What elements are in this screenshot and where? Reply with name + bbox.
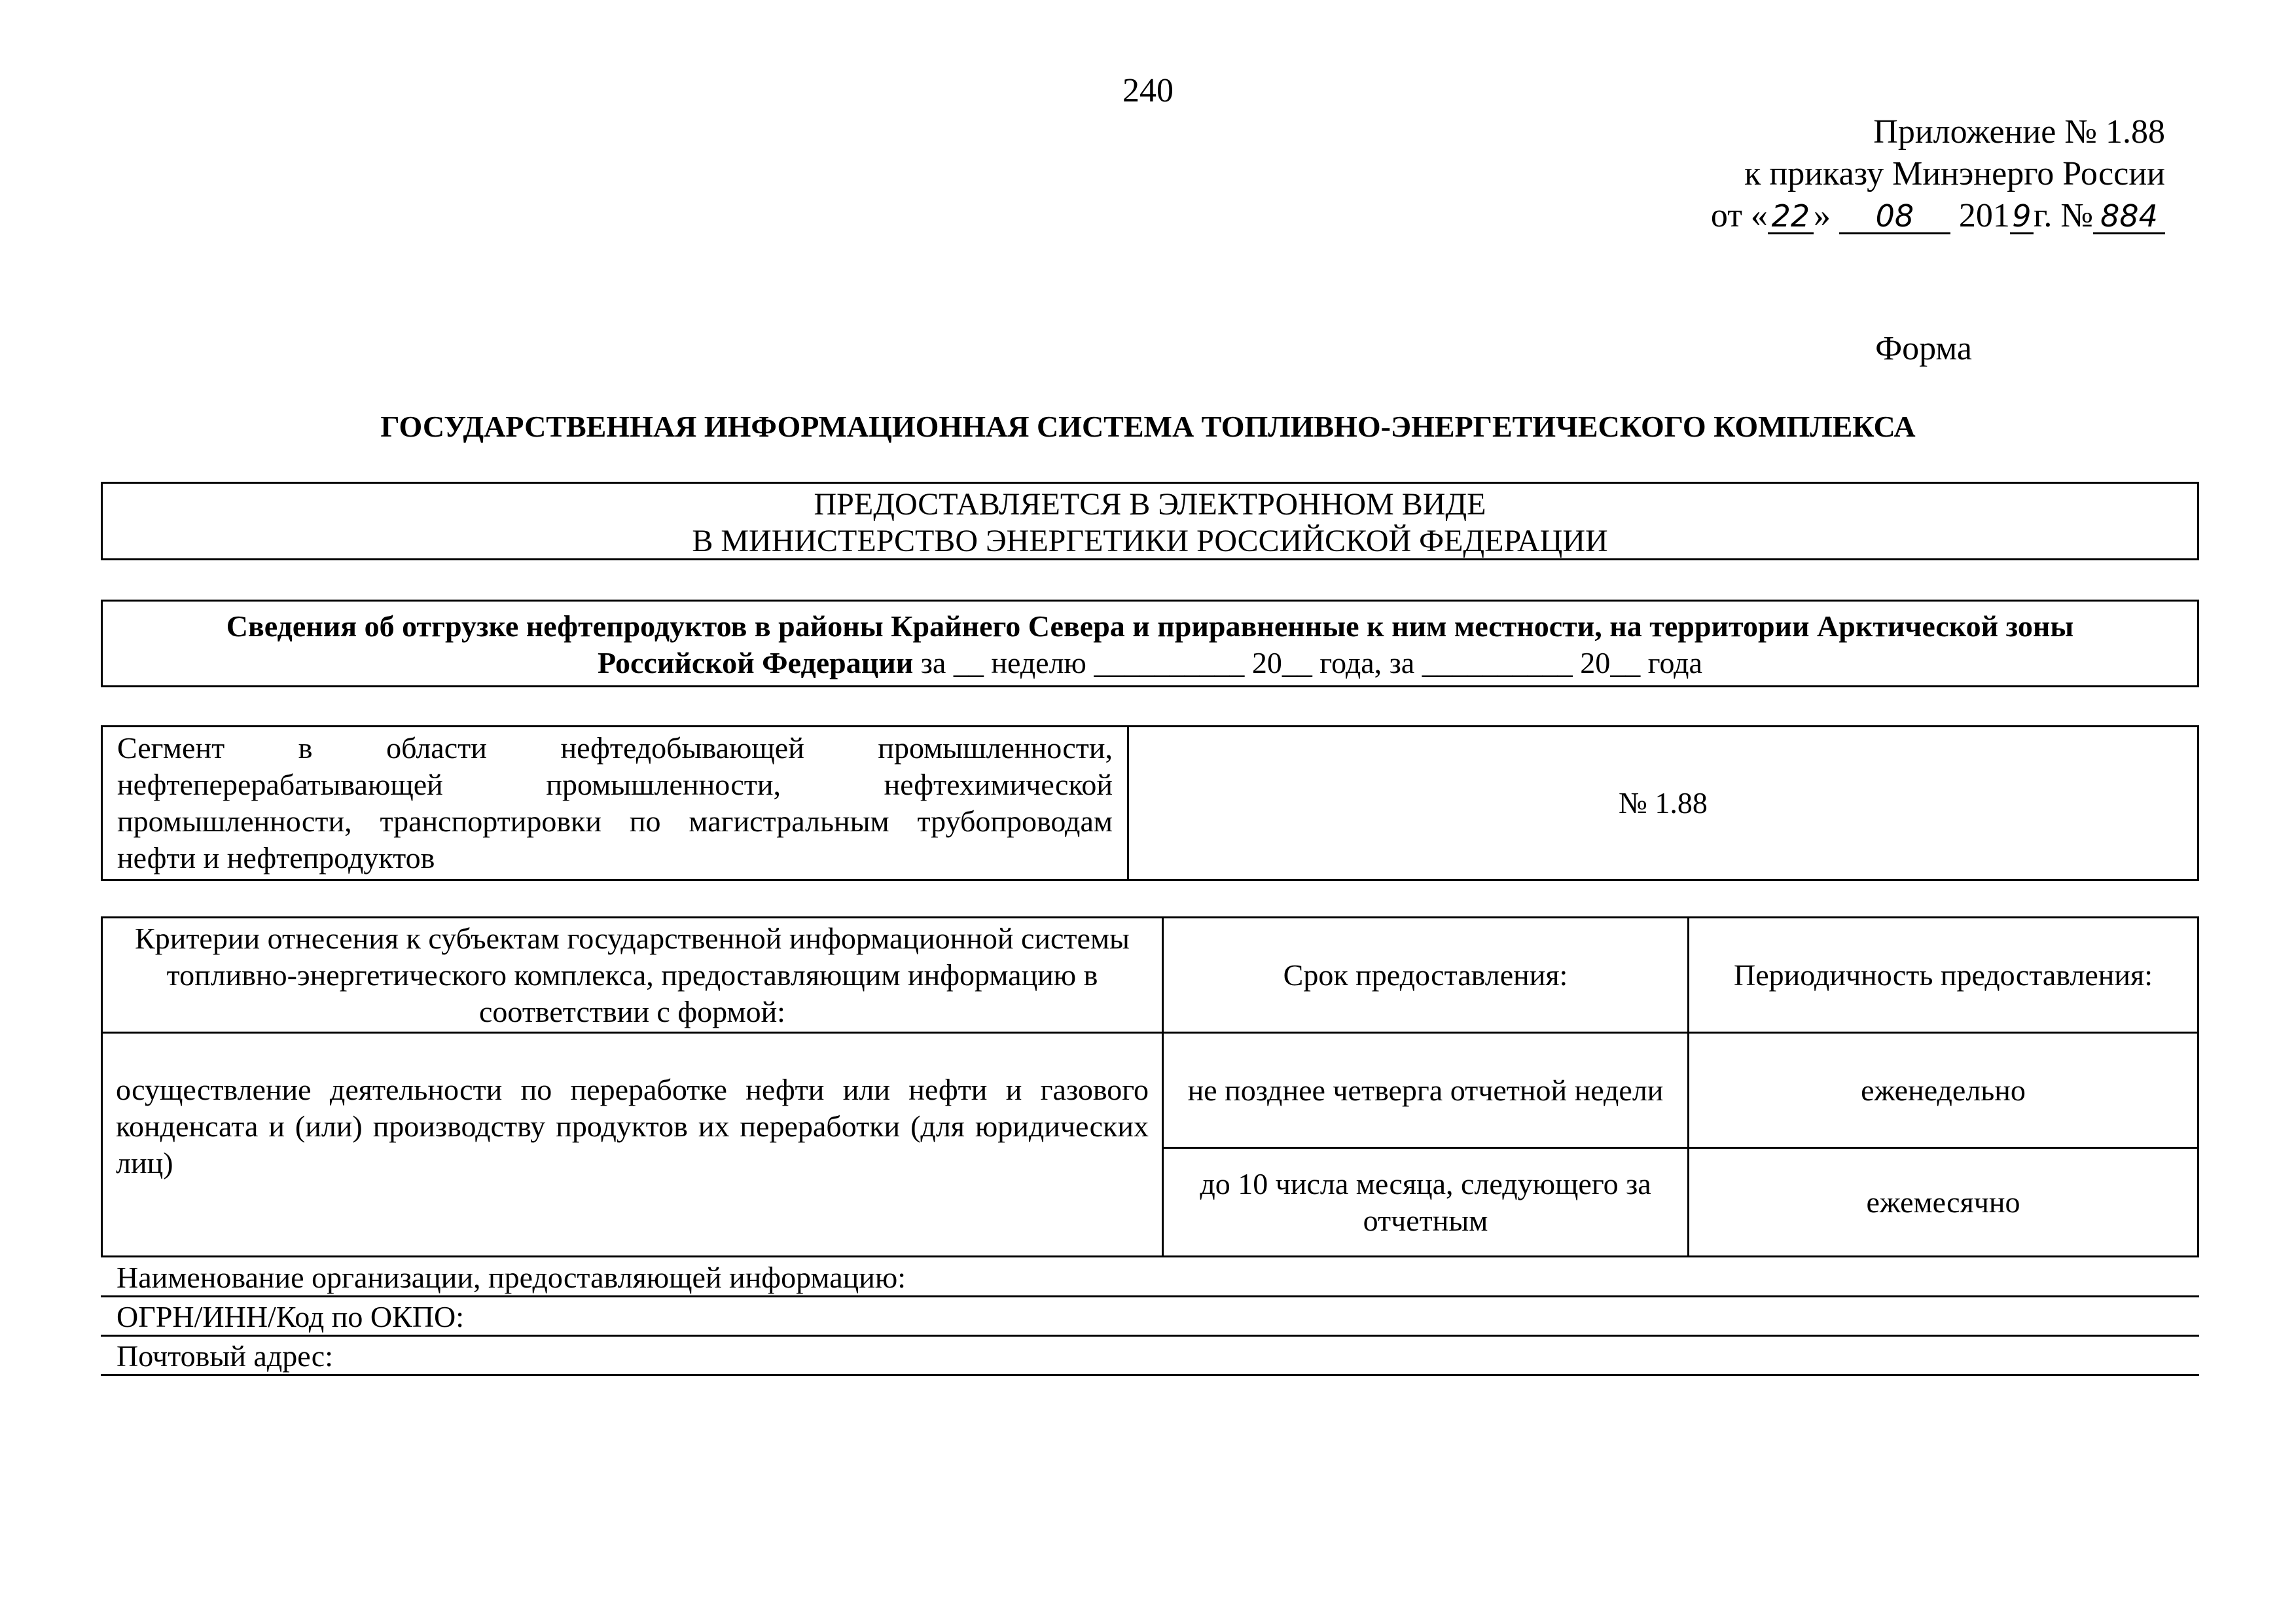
organization-name-field: Наименование организации, предоставляющей информацию: bbox=[101, 1258, 2199, 1297]
report-title-line-1: Сведения об отгрузке нефтепродуктов в районы Крайнего Севера и приравненные к ним местности, на территории Арктической зоны bbox=[226, 609, 2074, 643]
deadline-header: Срок предоставления: bbox=[1163, 918, 1689, 1033]
periodicity-monthly: ежемесячно bbox=[1689, 1148, 2198, 1257]
criterion-text: осуществление деятельности по переработке нефти или нефти и газового конденсата и (или) производству продуктов их переработки (для юридических лиц) bbox=[102, 1033, 1163, 1257]
order-number-label: г. № bbox=[2033, 197, 2093, 234]
date-prefix: от « bbox=[1710, 197, 1768, 234]
appendix-title: Приложение № 1.88 bbox=[1873, 113, 2165, 151]
ogrn-inn-okpo-field: ОГРН/ИНН/Код по ОКПО: bbox=[101, 1297, 2199, 1337]
segment-table bbox=[101, 725, 2199, 881]
postal-address-field: Почтовый адрес: bbox=[101, 1337, 2199, 1376]
criteria-header: Критерии отнесения к субъектам государственной информационной системы топливно-энергетического комплекса, предоставляющим информацию в соответствии с формой: bbox=[102, 918, 1163, 1033]
electronic-line-2: В МИНИСТЕРСТВО ЭНЕРГЕТИКИ РОССИЙСКОЙ ФЕДЕРАЦИИ bbox=[692, 524, 1608, 558]
date-sep2: 201 bbox=[1950, 197, 2010, 234]
appendix-order: к приказу Минэнерго России bbox=[1744, 155, 2165, 192]
form-label: Форма bbox=[1875, 330, 1972, 367]
deadline-monthly: до 10 числа месяца, следующего за отчетным bbox=[1163, 1148, 1689, 1257]
appendix-date-line bbox=[1711, 195, 2165, 237]
electronic-submission-box bbox=[101, 482, 2199, 560]
handwritten-month: 08 bbox=[1839, 200, 1950, 234]
handwritten-day: 22 bbox=[1768, 200, 1814, 234]
page-number: 240 bbox=[1122, 72, 1174, 109]
deadline-weekly: не позднее четверга отчетной недели bbox=[1163, 1033, 1689, 1148]
periodicity-weekly: еженедельно bbox=[1689, 1033, 2198, 1148]
criteria-table bbox=[101, 916, 2199, 1257]
report-period: за __ неделю __________ 20__ года, за __________ 20__ года bbox=[913, 646, 1702, 679]
appendix-block bbox=[1711, 111, 2165, 237]
report-title-line-2: Российской Федерации bbox=[598, 646, 914, 679]
date-sep1: » bbox=[1813, 197, 1839, 234]
report-title-box bbox=[101, 600, 2199, 687]
system-title: ГОСУДАРСТВЕННАЯ ИНФОРМАЦИОННАЯ СИСТЕМА ТОПЛИВНО-ЭНЕРГЕТИЧЕСКОГО КОМПЛЕКСА bbox=[380, 410, 1916, 443]
form-number: № 1.88 bbox=[1128, 727, 2198, 880]
segment-description: Сегмент в области нефтедобывающей промышленности, нефтеперерабатывающей промышленности, нефтехимической промышленности, транспортировки по магистральным трубопроводам нефти и нефтепродуктов bbox=[102, 727, 1128, 880]
handwritten-year-digit: 9 bbox=[2010, 200, 2034, 234]
handwritten-order-number: 884 bbox=[2093, 200, 2165, 234]
periodicity-header: Периодичность предоставления: bbox=[1689, 918, 2198, 1033]
electronic-line-1: ПРЕДОСТАВЛЯЕТСЯ В ЭЛЕКТРОННОМ ВИДЕ bbox=[814, 487, 1486, 522]
